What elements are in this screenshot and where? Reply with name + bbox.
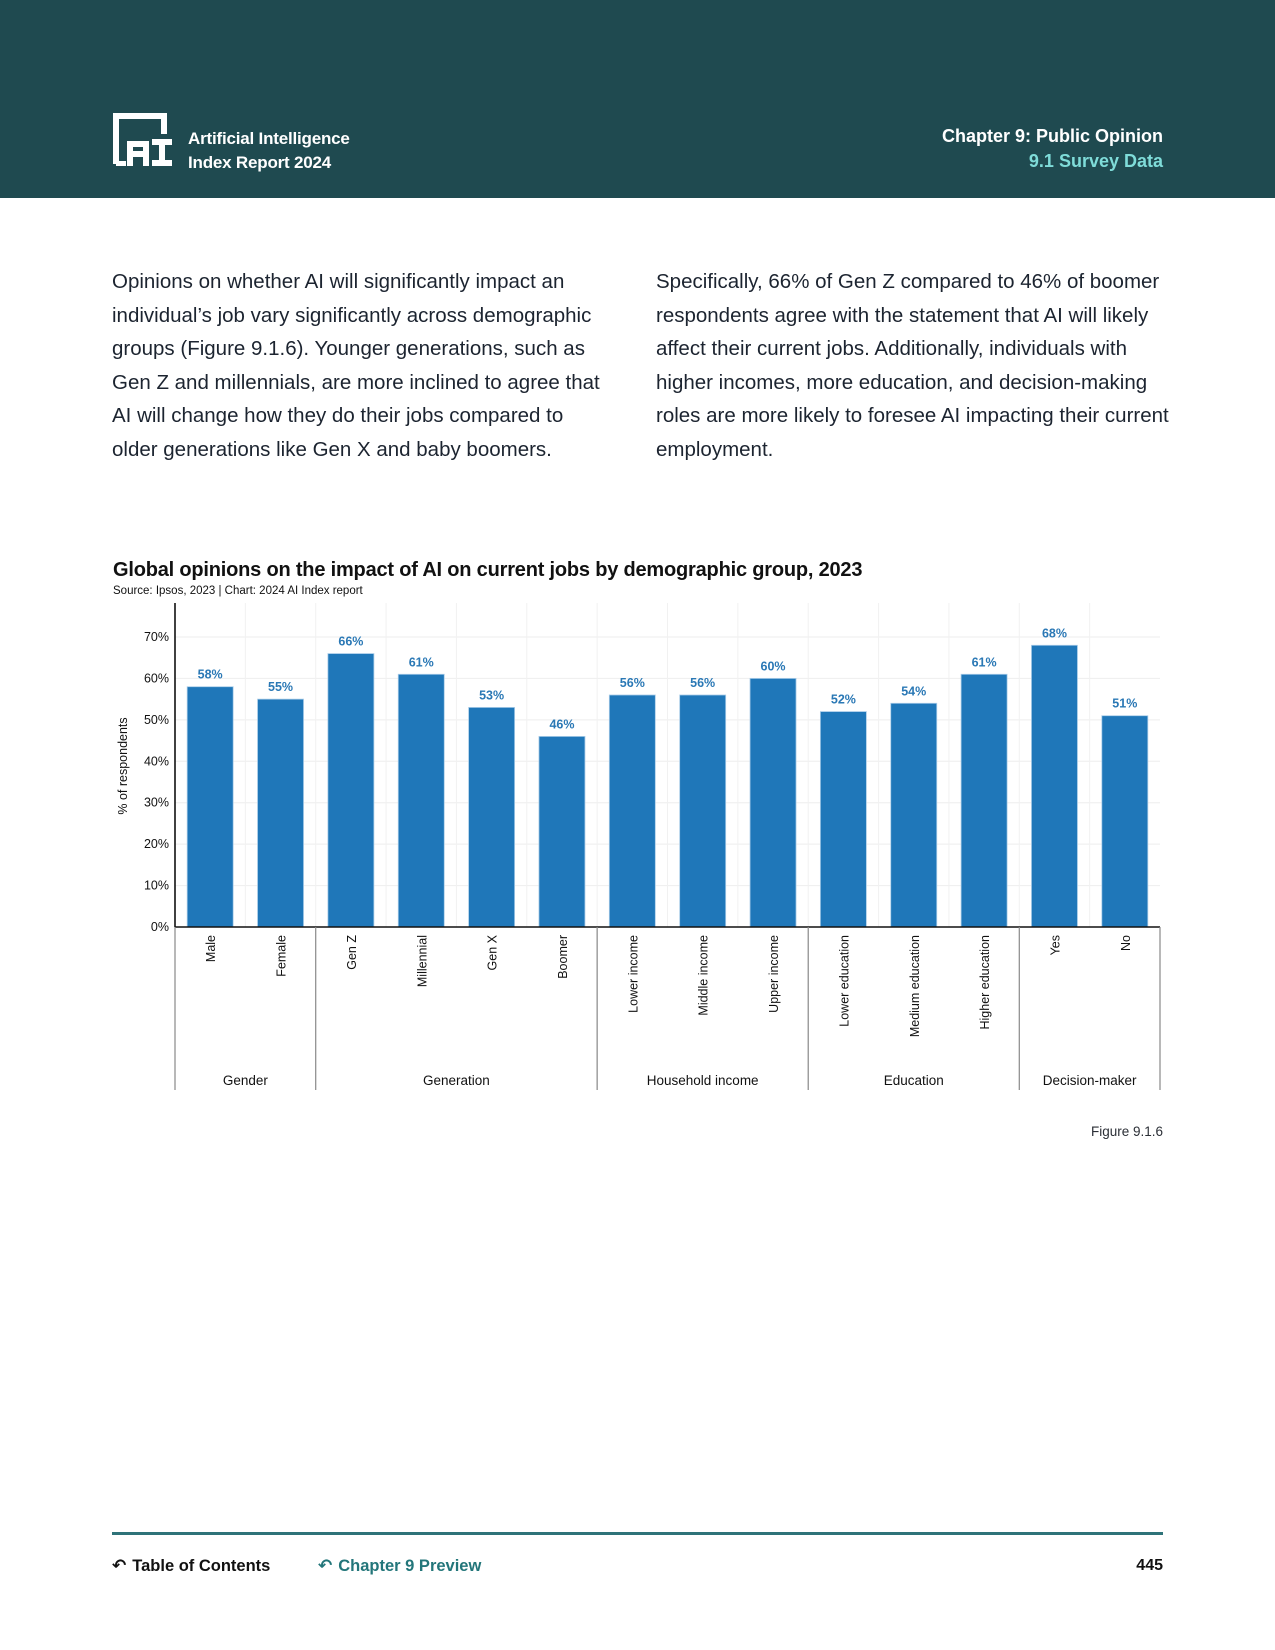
x-tick-label: Higher education	[978, 935, 993, 1030]
data-label: 61%	[971, 655, 997, 670]
x-tick-label: Female	[274, 935, 289, 977]
chart-source: Source: Ipsos, 2023 | Chart: 2024 AI Index report	[113, 585, 363, 597]
bar-boomer	[539, 736, 585, 927]
bar-medium-education	[891, 703, 937, 927]
x-tick-label: Lower income	[626, 935, 641, 1013]
chapter-preview-label: Chapter 9 Preview	[338, 1556, 482, 1575]
toc-label: Table of Contents	[132, 1556, 271, 1575]
y-tick-label: 40%	[143, 754, 169, 769]
y-tick-label: 30%	[143, 795, 169, 810]
y-tick-label: 70%	[143, 630, 169, 644]
y-tick-label: 50%	[143, 712, 169, 727]
bar-gen-z	[328, 654, 374, 927]
brand-line-2: Index Report 2024	[188, 153, 332, 172]
y-tick-label: 10%	[143, 878, 169, 893]
x-tick-label: Gen X	[485, 935, 500, 971]
data-label: 51%	[1112, 696, 1138, 711]
group-label: Household income	[646, 1073, 759, 1088]
table-of-contents-link[interactable]	[112, 1556, 270, 1576]
y-tick-label: 20%	[143, 837, 169, 852]
x-tick-label: Middle income	[696, 935, 711, 1016]
body-paragraph-left: Opinions on whether AI will significantly impact an individual’s job vary significantly across demographic groups (Figure 9.1.6). Younger generations, such as Gen Z and millennials, are more inclined to agree that AI will change how they do their jobs compared to older generations like Gen X and baby boomers.	[112, 270, 600, 461]
x-tick-label: Lower education	[837, 935, 852, 1027]
bar-middle-income	[680, 695, 726, 927]
data-label: 53%	[479, 688, 505, 703]
figure-label: Figure 9.1.6	[1090, 1124, 1163, 1139]
group-label: Decision-maker	[1042, 1073, 1137, 1088]
data-label: 58%	[197, 667, 223, 682]
brand-line-1: Artificial Intelligence	[188, 129, 350, 148]
bar-lower-income	[609, 695, 655, 927]
bar-female	[258, 699, 304, 927]
bar-lower-education	[820, 712, 866, 927]
data-label: 52%	[830, 692, 856, 707]
x-tick-label: Upper income	[767, 935, 782, 1013]
x-tick-label: Gen Z	[344, 935, 359, 970]
data-label: 56%	[690, 676, 716, 690]
x-tick-label: Yes	[1048, 935, 1063, 956]
bar-male	[187, 687, 233, 927]
group-label: Generation	[423, 1073, 490, 1088]
bar-millennial	[398, 674, 444, 927]
bar-upper-income	[750, 678, 796, 927]
section-title: 9.1 Survey Data	[1028, 151, 1163, 171]
body-paragraph-right: Specifically, 66% of Gen Z compared to 46% of boomer respondents agree with the statement that AI will likely affect their current jobs. Additionally, individuals with higher incomes, more education, and decision-making roles are more likely to foresee AI impacting their current employment.	[656, 270, 1169, 461]
page-number: 445	[1136, 1557, 1163, 1574]
x-tick-label: Boomer	[555, 935, 570, 979]
x-tick-label: Male	[204, 935, 219, 963]
bar-higher-education	[961, 674, 1007, 927]
bar-gen-x	[469, 707, 515, 927]
y-axis-label: % of respondents	[116, 717, 130, 815]
x-tick-label: No	[1118, 935, 1133, 951]
y-tick-label: 60%	[143, 671, 169, 686]
chapter-preview-link[interactable]	[318, 1556, 481, 1576]
data-label: 60%	[760, 659, 786, 674]
bar-yes	[1031, 645, 1077, 927]
data-label: 61%	[408, 655, 434, 670]
footer-divider	[112, 1532, 1163, 1535]
return-arrow-icon: ↶	[318, 1556, 333, 1575]
data-label: 54%	[901, 684, 927, 699]
y-tick-label: 0%	[150, 920, 169, 934]
return-arrow-icon: ↶	[112, 1556, 127, 1575]
data-label: 55%	[268, 680, 294, 695]
x-tick-label: Millennial	[415, 935, 430, 988]
group-label: Gender	[222, 1073, 268, 1088]
data-label: 66%	[338, 634, 364, 649]
chart-title: Global opinions on the impact of AI on current jobs by demographic group, 2023	[113, 559, 863, 581]
data-label: 46%	[549, 717, 575, 732]
group-label: Education	[883, 1073, 944, 1088]
bar-no	[1102, 716, 1148, 927]
data-label: 68%	[1041, 626, 1067, 641]
x-tick-label: Medium education	[907, 935, 922, 1038]
chapter-title: Chapter 9: Public Opinion	[941, 126, 1163, 146]
data-label: 56%	[619, 676, 645, 690]
